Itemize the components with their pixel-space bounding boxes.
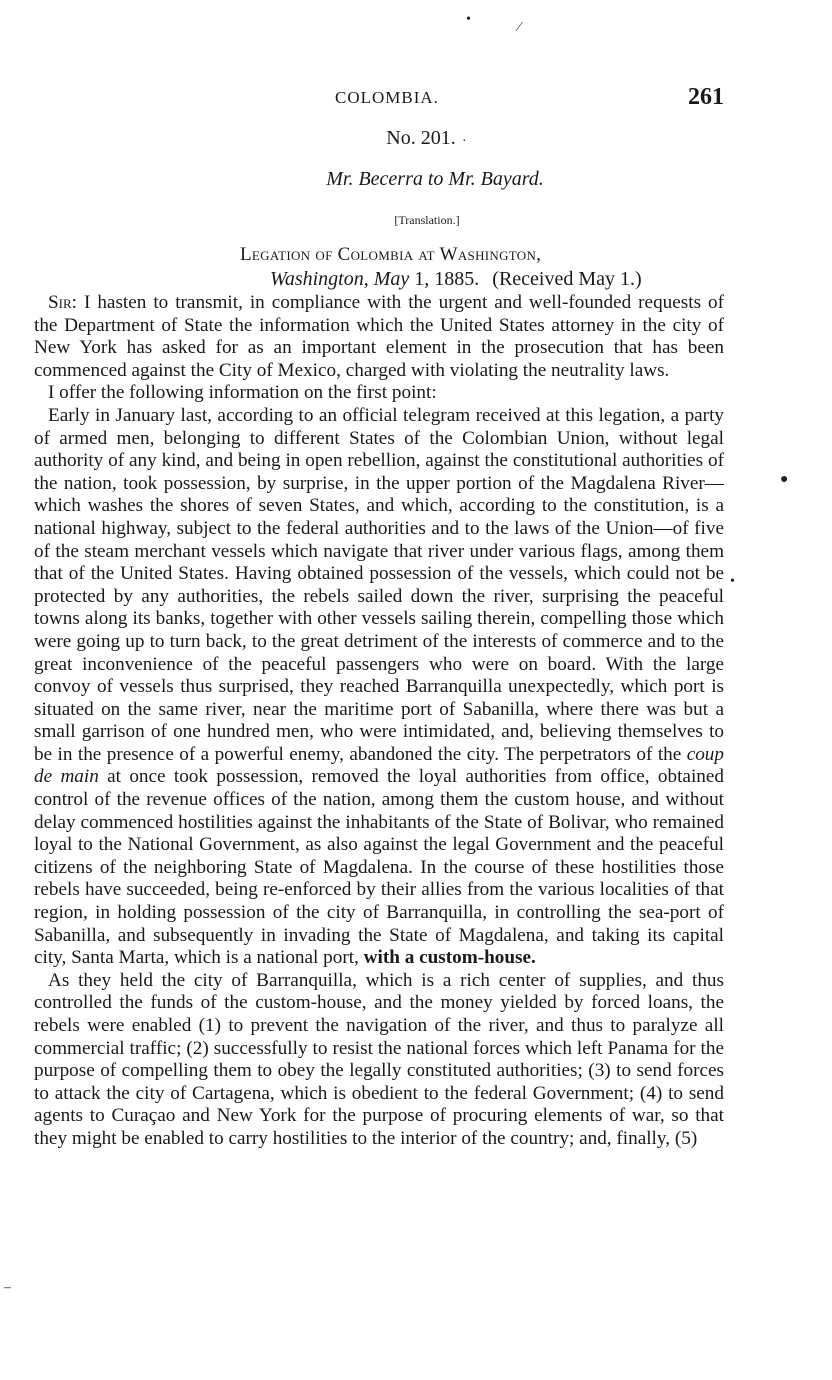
speck-mark: • xyxy=(466,12,471,27)
paragraph-4: As they held the city of Barranquilla, which is a rich center of supplies, and thus controlled the funds of the custom-house, and the money yielded by forced loans, the rebels were enabled (1) to prevent the navigation of the river, and thus to paralyze all commercial traffic; (2) successfully to resist the national forces which left Panama for the purpose of compelling them to obey the legally constituted authorities; (3) to send forces to attack the city of Cartagena, which is obedient to the federal Government; (4) to send agents to Curaçao and New York for the purpose of procuring elements of war, so that they might be enabled to carry hostilities to the interior of the country; and, finally, (5) xyxy=(34,969,724,1149)
coup-de-main: coup de main xyxy=(34,743,724,788)
speck-mark: ● xyxy=(780,472,789,487)
document-title: Mr. Becerra to Mr. Bayard. xyxy=(326,168,544,190)
dateline-date xyxy=(270,268,642,291)
speck-mark: ‒ xyxy=(4,1280,11,1295)
paragraph-2: I offer the following information on the first point: xyxy=(48,382,437,404)
dateline-day-year: 1, 1885. xyxy=(414,268,480,290)
dateline-received: (Received May 1.) xyxy=(492,268,642,290)
paragraph-3-text-a: Early in January last, according to an official telegram received at this legation, a party of armed men, belonging to different States of the Colombian Union, without legal authority of any kind, and being in open rebellion, against the constitutional authorities of the nation, took possession, by surprise, in the upper portion of the Magdalena River—which washes the shores of seven States, and which, according to the constitution, is a national highway, subject to the federal authorities and to the laws of the Union—of five of the steam merchant vessels which navigate that river under various flags, among them that of the United States. Having obtained possession of the vessels, which could not be protected by any authorities, the rebels sailed down the river, surprising the peaceful towns along its banks, together with other vessels sailing therein, compelling those which were going up to turn back, to the great detriment of the interests of commerce and to the great inconvenience of the peaceful passengers who were on board. With the large convoy of vessels thus surprised, they reached Barranquilla unexpectedly, which port is situated on the same river, near the maritime port of Sabanilla, where there was but a small garrison of one hundred men, who were intimidated, and, believing themselves to be in the presence of a powerful enemy, abandoned the city. The perpetrators of the xyxy=(34,404,724,765)
paragraph-1-text: I hasten to transmit, in compliance with the urgent and well-founded requests of the Department of State the information which the United States attorney in the city of New York has asked for as an important element in the prosecution that has been commenced against the City of Mexico, charged with violating the neutrality laws. xyxy=(34,292,724,381)
speck-mark: · xyxy=(462,134,467,149)
paragraph-3-bold: with a custom-house. xyxy=(363,947,536,969)
page-number: 261 xyxy=(688,84,724,110)
paragraph-3-text-b: at once took possession, removed the loyal authorities from office, obtained control of the revenue offices of the nation, among them the custom house, and without delay commenced hostilities against the inhabitants of the State of Bolivar, who remained loyal to the National Government, as also against the legal Government and the peaceful citizens of the neighboring State of Magdalena. In the course of these hostilities those rebels have succeeded, being re-enforced by their allies from the various localities of that region, in holding possession of the city of Barranquilla, in controlling the sea-port of Sabanilla, and subsequently in invading the State of Magdalena, and taking its capital city, Santa Marta, which is a national port, xyxy=(34,766,724,969)
running-head xyxy=(0,84,832,114)
document-number: No. 201. xyxy=(386,127,456,149)
letter-body xyxy=(34,292,724,1151)
dateline-month: May xyxy=(373,268,410,290)
salutation: Sir: xyxy=(48,292,78,313)
paragraph-3 xyxy=(34,405,724,970)
speck-mark: • xyxy=(730,574,735,589)
dateline-place: Legation of Colombia at Washington, xyxy=(240,244,542,265)
speck-mark: ⁄ xyxy=(518,20,521,35)
running-title: COLOMBIA. xyxy=(335,88,439,107)
dateline-city: Washington, xyxy=(270,268,369,290)
paragraph-1 xyxy=(34,292,724,382)
translation-note: [Translation.] xyxy=(394,213,460,227)
